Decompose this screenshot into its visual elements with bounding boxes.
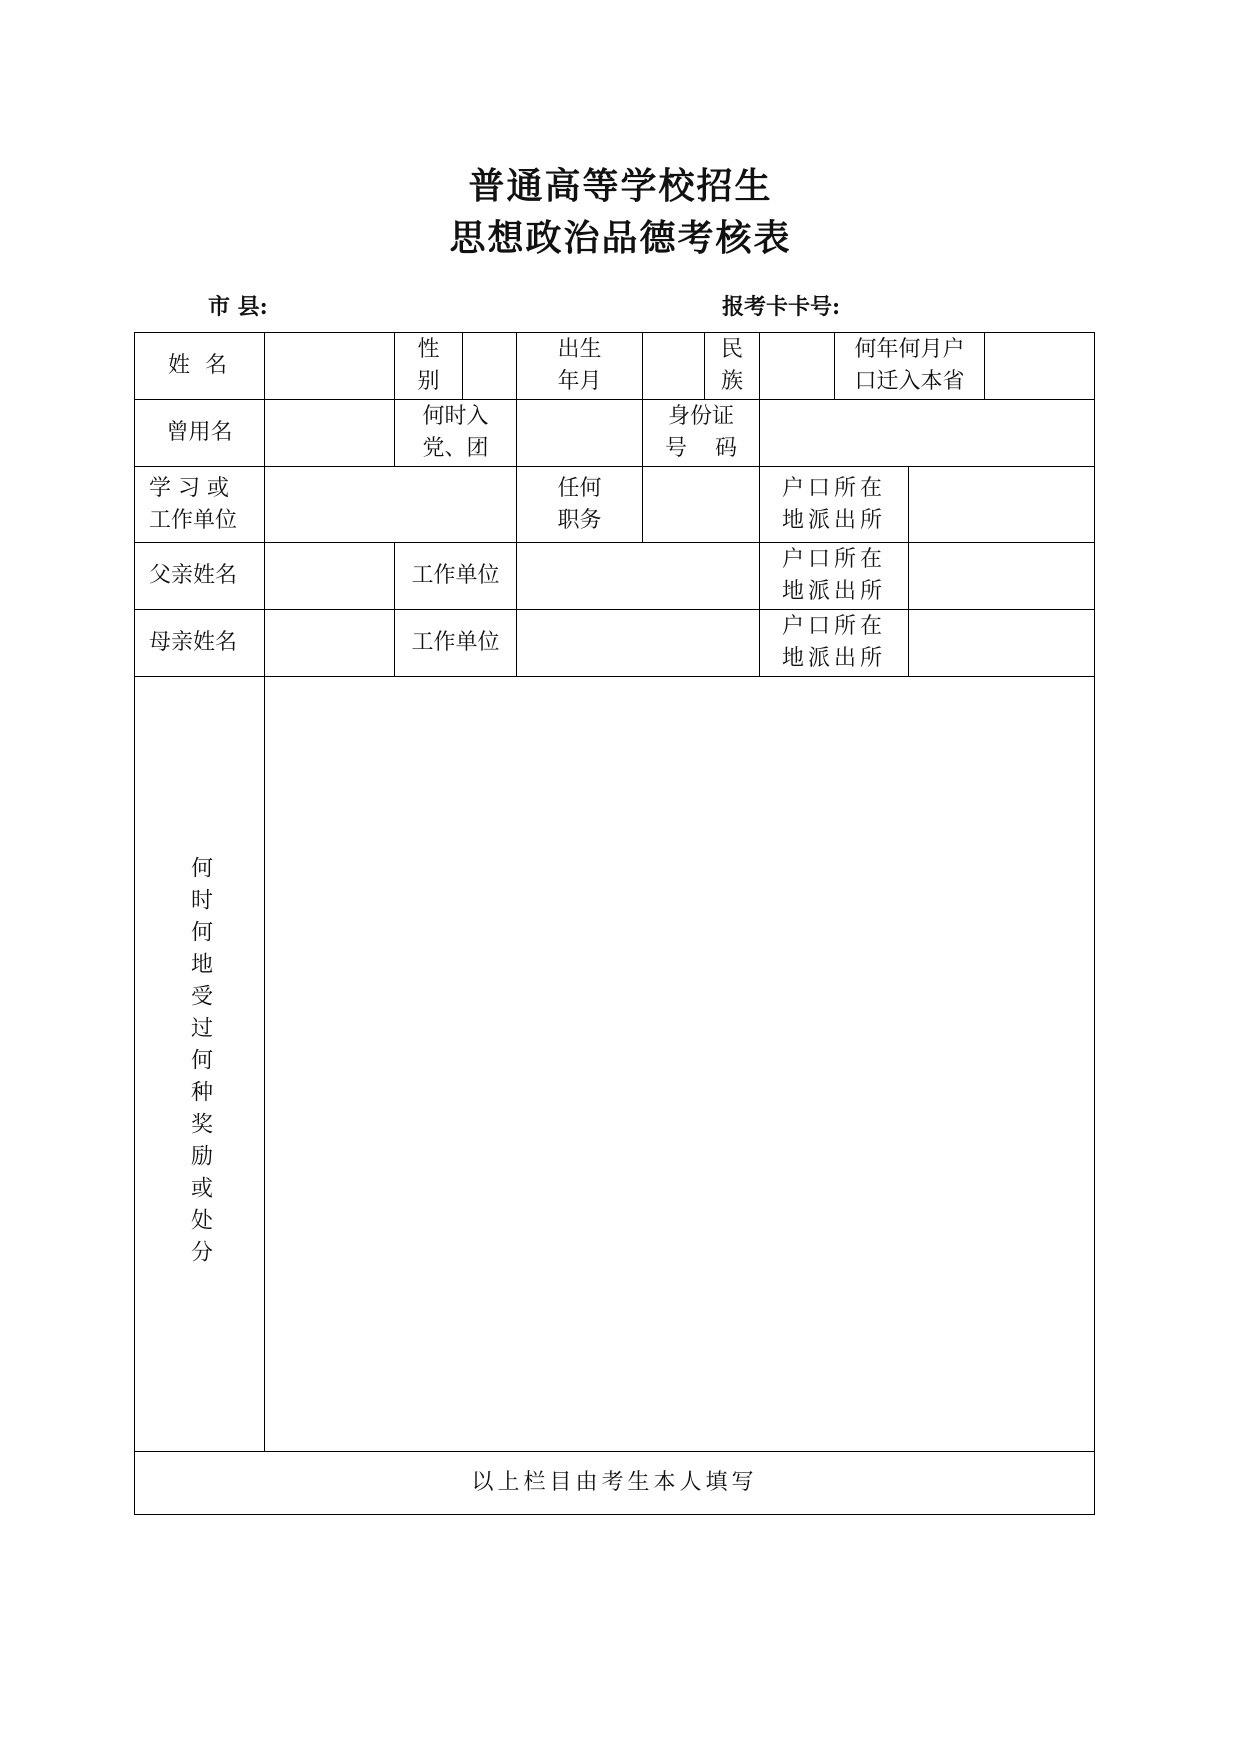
gender-label-line2: 别 [417,369,440,394]
school-work-label-line2: 工作单位 [149,507,238,533]
ethnic-label-line2: 族 [720,369,743,394]
ethnic-label-line1: 民 [720,337,743,362]
father-police-station-label-line1: 户口所在 [781,547,886,572]
school-work-label-line1: 学 习 或 [149,475,229,501]
name-label: 姓 名 [168,353,231,378]
police-station-label-line1: 户口所在 [781,475,886,501]
id-number-label-cell [642,399,760,467]
awards-field[interactable] [264,676,1095,1452]
ethnic-label-cell [704,332,760,400]
join-party-label-cell [394,399,517,467]
awards-label-cell [134,676,265,1452]
father-police-station-field[interactable] [908,542,1095,610]
hukou-move-field[interactable] [984,332,1095,400]
mother-work-unit-field[interactable] [516,609,760,677]
birth-field[interactable] [642,332,705,400]
join-party-label-line2: 党、团 [422,436,489,461]
id-number-label-line2: 号 码 [665,436,737,461]
father-name-label: 父亲姓名 [149,563,238,588]
mother-name-field[interactable] [264,609,395,677]
police-station-field[interactable] [908,466,1095,543]
form-title-line1: 普通高等学校招生 [468,165,773,207]
school-work-label-cell [134,466,265,543]
birth-label-cell [516,332,643,400]
gender-field[interactable] [462,332,517,400]
position-label-cell [516,466,643,543]
mother-work-unit-label-cell [394,609,517,677]
police-station-label-line2: 地派出所 [781,507,886,533]
former-name-label: 曾用名 [166,420,233,445]
mother-name-label-cell [134,609,265,677]
position-label-line1: 任何 [557,475,602,501]
hukou-move-label-cell [834,332,985,400]
school-work-field[interactable] [264,466,517,543]
mother-police-station-label-cell [759,609,909,677]
mother-police-station-field[interactable] [908,609,1095,677]
father-police-station-label-line2: 地派出所 [781,579,886,604]
birth-label-line2: 年月 [557,369,602,394]
position-label-line2: 职务 [557,507,602,533]
name-field[interactable] [264,332,395,400]
mother-police-station-label-line2: 地派出所 [781,646,886,671]
city-county-label: 市 县: [208,294,268,320]
join-party-field[interactable] [516,399,643,467]
mother-name-label: 母亲姓名 [149,630,238,655]
birth-label-line1: 出生 [557,337,602,362]
id-number-field[interactable] [759,399,1095,467]
footer-note: 以上栏目由考生本人填写 [471,1470,758,1495]
father-work-unit-label-cell [394,542,517,610]
hukou-move-label-line1: 何年何月户 [854,337,965,362]
gender-label-cell [394,332,463,400]
father-work-unit-field[interactable] [516,542,760,610]
position-field[interactable] [642,466,760,543]
father-name-field[interactable] [264,542,395,610]
form-title-line2: 思想政治品德考核表 [449,217,792,259]
awards-label: 何时何地受过何种奖励或处分 [187,856,213,1272]
father-name-label-cell [134,542,265,610]
father-police-station-label-cell [759,542,909,610]
ethnic-field[interactable] [759,332,835,400]
footer-note-cell [134,1451,1095,1515]
mother-police-station-label-line1: 户口所在 [781,614,886,639]
police-station-label-cell [759,466,909,543]
mother-work-unit-label: 工作单位 [411,630,500,655]
exam-card-number-label: 报考卡卡号: [722,294,841,320]
hukou-move-label-line2: 口迁入本省 [854,369,965,394]
id-number-label-line1: 身份证 [667,404,734,429]
former-name-field[interactable] [264,399,395,467]
name-label-cell [134,332,265,400]
father-work-unit-label: 工作单位 [411,563,500,588]
join-party-label-line1: 何时入 [422,404,489,429]
gender-label-line1: 性 [417,337,440,362]
former-name-label-cell [134,399,265,467]
